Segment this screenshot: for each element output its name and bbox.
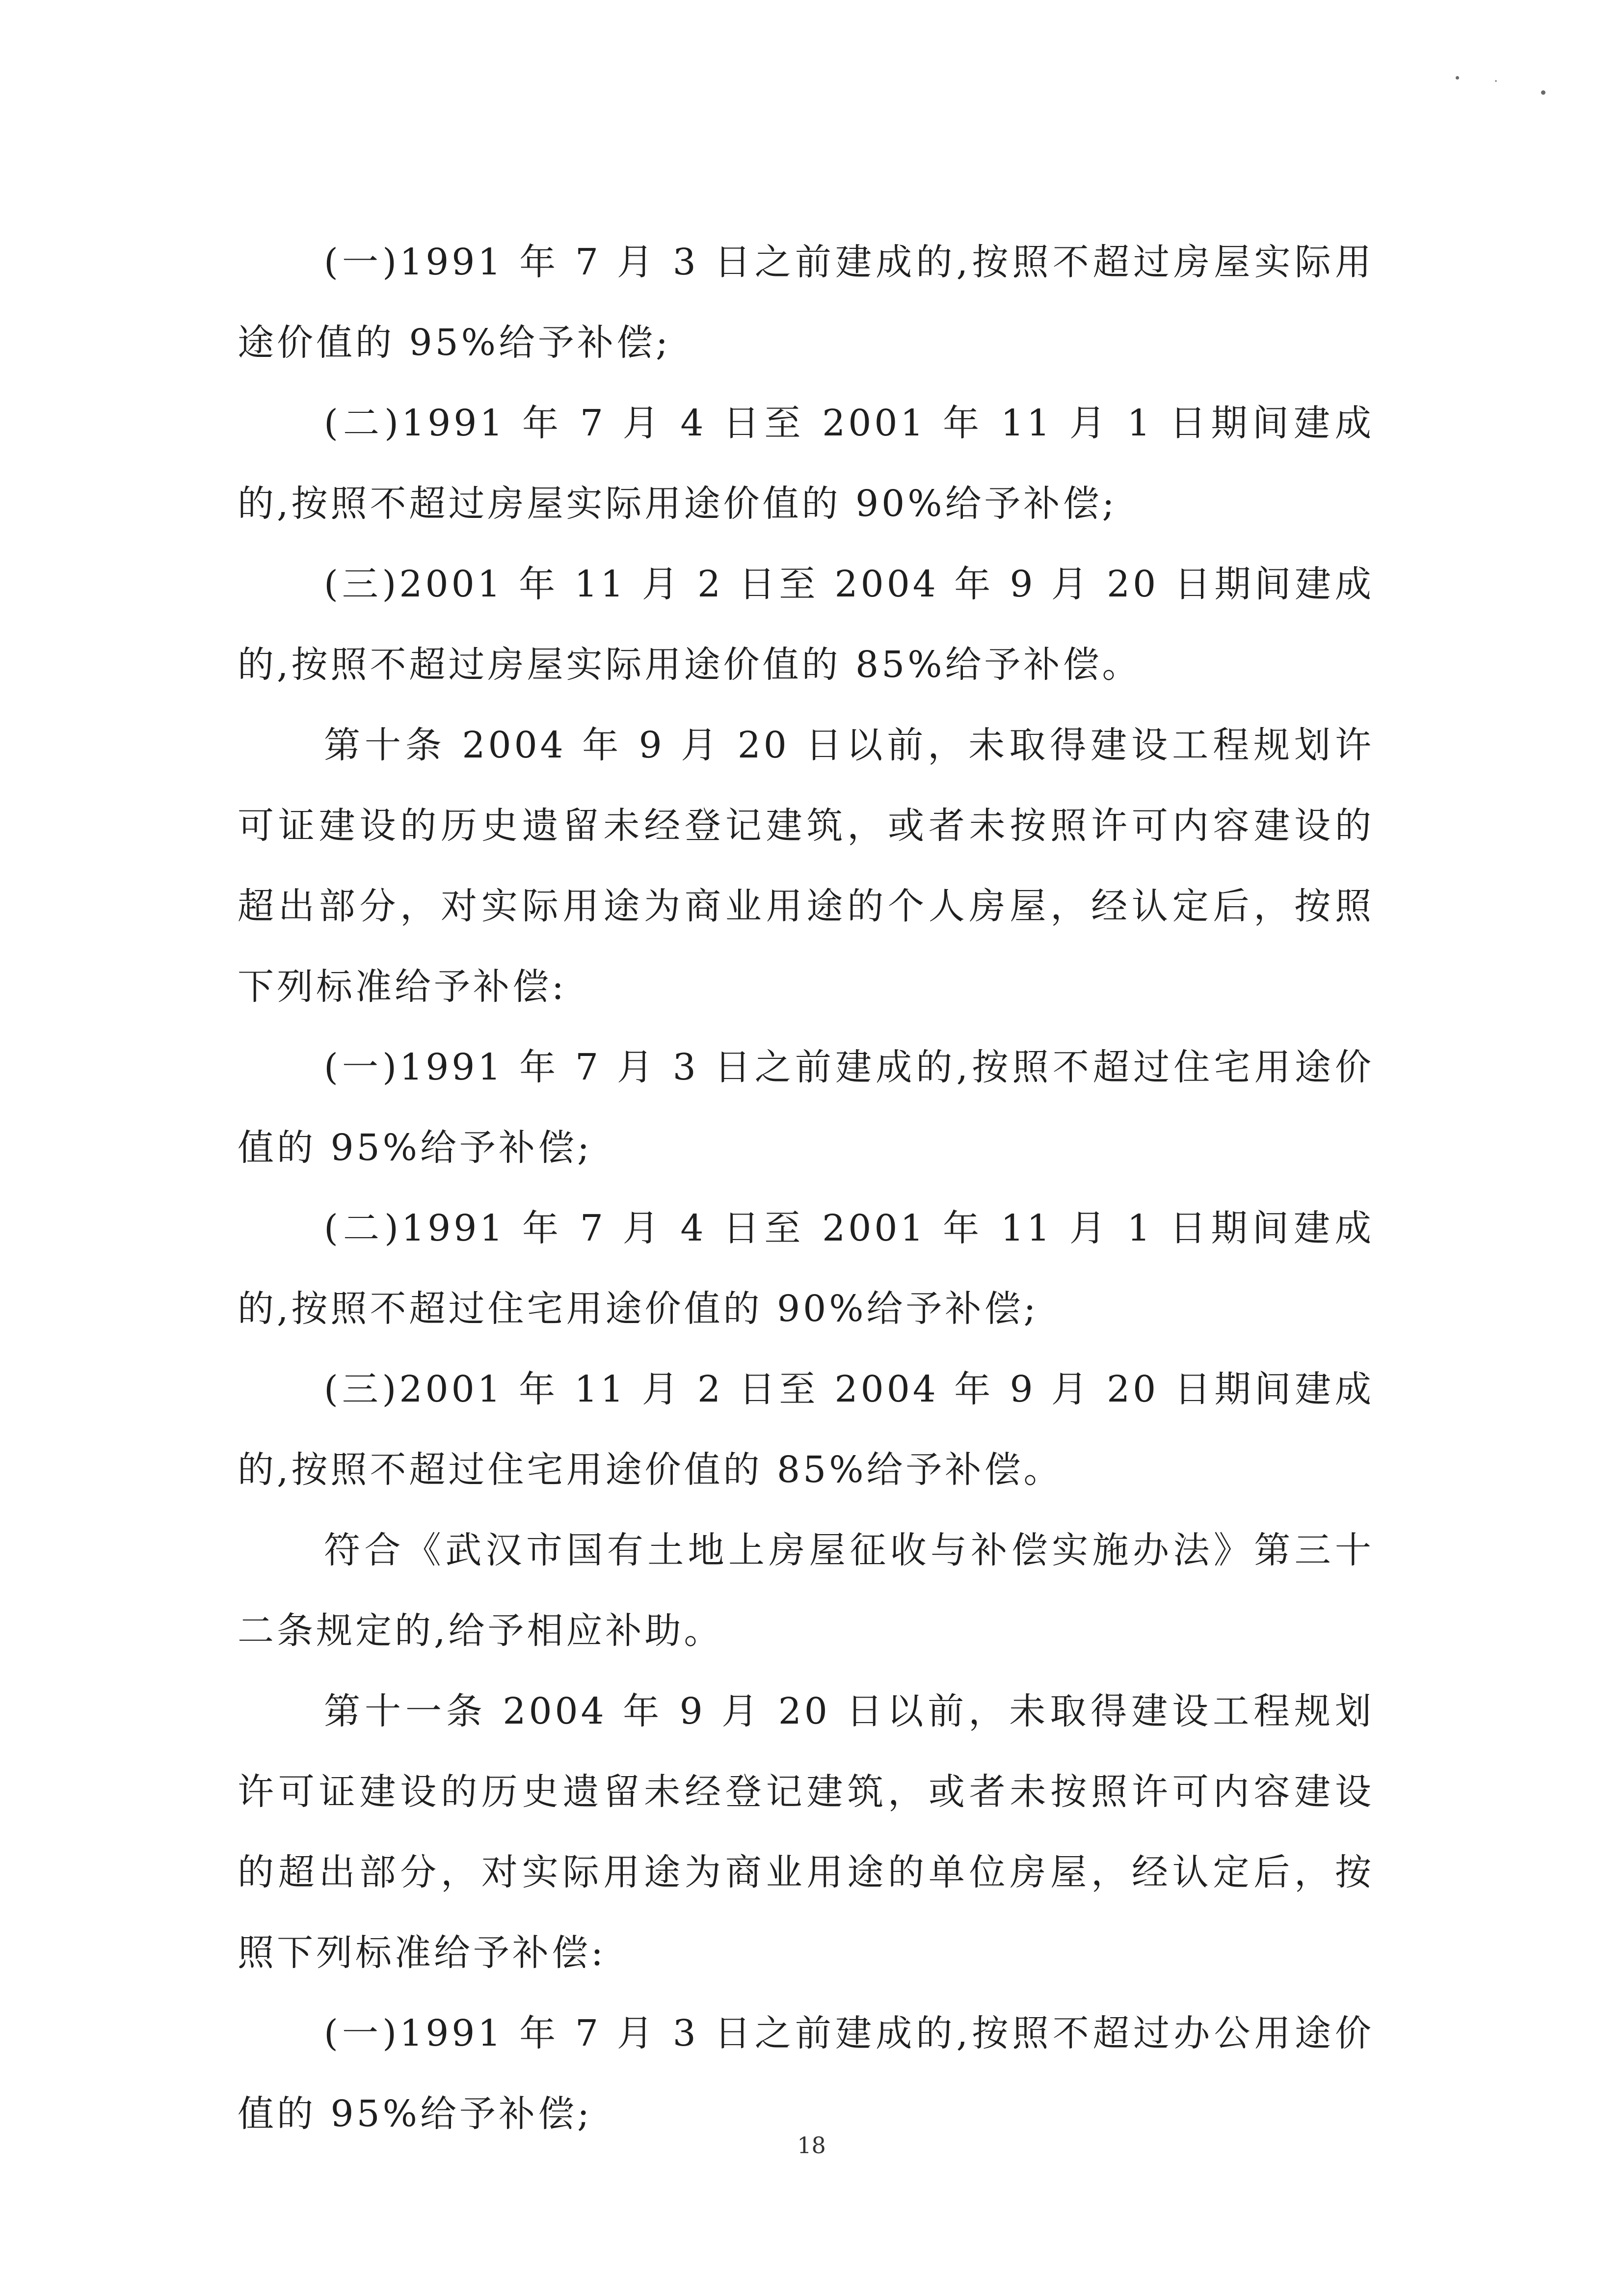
article-eleven-paragraph: 第十一条 2004 年 9 月 20 日以前，未取得建设工程规划许可证建设的历史遗留未经登记建筑，或者未按照许可内容建设的超出部分，对实际用途为商业用途的单位房屋，经认定后，按照下列标准给予补偿: bbox=[238, 1690, 1374, 1974]
scan-speck bbox=[1495, 80, 1497, 82]
clause-paragraph: (三)2001 年 11 月 2 日至 2004 年 9 月 20 日期间建成的,按照不超过住宅用途价值的 85%给予补偿。 bbox=[238, 1368, 1374, 1491]
subsidy-paragraph: 符合《武汉市国有土地上房屋征收与补偿实施办法》第三十二条规定的,给予相应补助。 bbox=[238, 1529, 1374, 1652]
clause-paragraph: (一)1991 年 7 月 3 日之前建成的,按照不超过房屋实际用途价值的 95%给予补偿; bbox=[238, 241, 1374, 364]
page-number: 18 bbox=[797, 2132, 826, 2159]
clause-paragraph: (一)1991 年 7 月 3 日之前建成的,按照不超过住宅用途价值的 95%给予补偿; bbox=[238, 1046, 1374, 1169]
scan-speck bbox=[1456, 76, 1459, 80]
clause-paragraph: (一)1991 年 7 月 3 日之前建成的,按照不超过办公用途价值的 95%给予补偿; bbox=[238, 2012, 1374, 2135]
clause-paragraph: (二)1991 年 7 月 4 日至 2001 年 11 月 1 日期间建成的,按照不超过房屋实际用途价值的 90%给予补偿; bbox=[238, 402, 1374, 525]
document-body bbox=[238, 222, 1374, 2154]
clause-paragraph: (二)1991 年 7 月 4 日至 2001 年 11 月 1 日期间建成的,按照不超过住宅用途价值的 90%给予补偿; bbox=[238, 1207, 1374, 1330]
article-ten-paragraph: 第十条 2004 年 9 月 20 日以前，未取得建设工程规划许可证建设的历史遗留未经登记建筑，或者未按照许可内容建设的超出部分，对实际用途为商业用途的个人房屋，经认定后，按照下列标准给予补偿: bbox=[238, 724, 1374, 1008]
scan-speck bbox=[1541, 90, 1545, 95]
clause-paragraph: (三)2001 年 11 月 2 日至 2004 年 9 月 20 日期间建成的,按照不超过房屋实际用途价值的 85%给予补偿。 bbox=[238, 563, 1374, 686]
